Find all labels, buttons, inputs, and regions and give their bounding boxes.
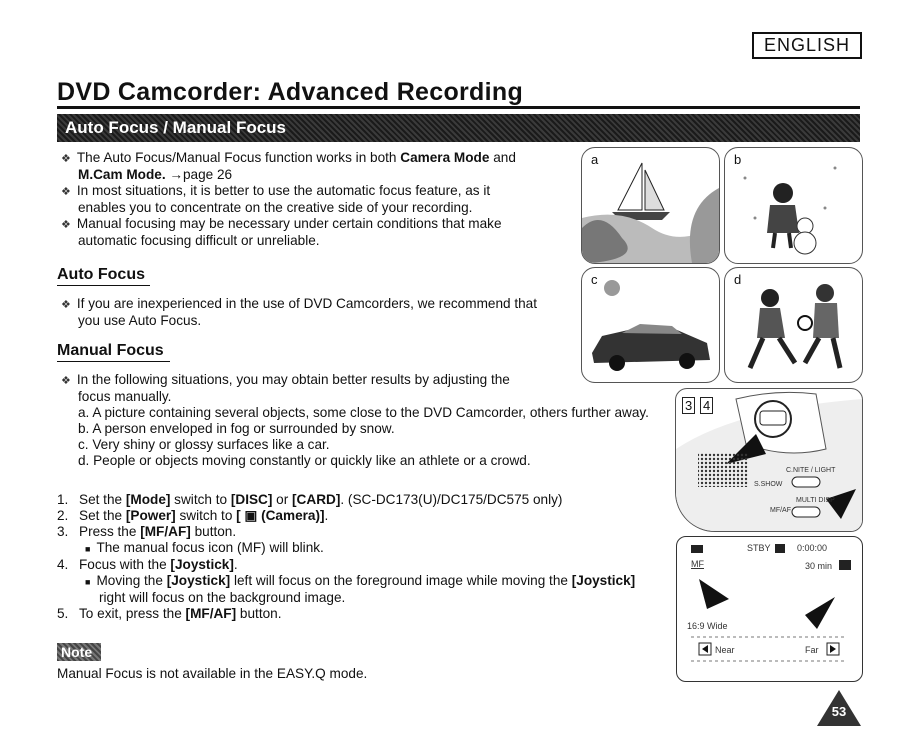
step-4-bullet: ■ Moving the [Joystick] left will focus on the foreground image while moving the [Joystick]: [85, 573, 636, 588]
multi-disp-label: MULTI DISP: [796, 497, 835, 504]
panel-b: b: [724, 147, 863, 264]
panel-c: c: [581, 267, 720, 383]
note-badge: Note: [57, 643, 101, 661]
lcd-standby: STBY: [747, 543, 771, 553]
language-label: ENGLISH: [752, 32, 862, 59]
camera-panel: [675, 388, 863, 532]
snow-person-illustration: [725, 148, 862, 263]
car-illustration: [582, 268, 719, 382]
step-4: 4. Focus with the [Joystick].: [57, 557, 238, 572]
panel-a: a: [581, 147, 720, 264]
page-title: DVD Camcorder: Advanced Recording: [57, 78, 524, 106]
step-5: 5. To exit, press the [MF/AF] button.: [57, 606, 282, 621]
auto-focus-text: ❖ If you are inexperienced in the use of DVD Camcorders, we recommend that you use Auto Focus.: [61, 296, 538, 328]
lcd-time: 0:00:00: [797, 543, 828, 553]
title-rule: [57, 106, 860, 109]
slide-show-label: S.SHOW: [754, 481, 783, 488]
button-4-label: 4: [700, 397, 713, 414]
focus-arrows: [677, 537, 862, 681]
section-banner: [57, 114, 860, 142]
step-1: 1. Set the [Mode] switch to [DISC] or [CARD]. (SC-DC173(U)/DC175/DC575 only): [57, 492, 563, 507]
lcd-aspect: 16:9 Wide: [687, 621, 728, 631]
panel-d: d: [724, 267, 863, 383]
lcd-far: Far: [805, 645, 819, 655]
section-banner-label: Auto Focus / Manual Focus: [65, 118, 287, 137]
step-3-bullet: ■ The manual focus icon (MF) will blink.: [85, 540, 324, 555]
mf-af-label: MF/AF: [770, 507, 791, 514]
lcd-display: [676, 536, 863, 682]
lcd-near: Near: [715, 645, 735, 655]
button-3-label: 3: [682, 397, 695, 414]
manual-focus-heading: Manual Focus: [57, 342, 164, 359]
soccer-players-illustration: [725, 268, 862, 382]
page-number: 53: [831, 704, 847, 719]
manual-focus-text: ❖ In the following situations, you may obtain better results by adjusting the focus manually. a. A picture containing several objects, some close to the DVD Camcorder, others further away. b. A person enveloped in fog or surrounded by snow. c. Very shiny or glossy surfaces like a car. d. People or objects moving constantly or quickly like an athlete or a crowd.: [61, 372, 649, 468]
step-3: 3. Press the [MF/AF] button.: [57, 524, 237, 539]
intro-text: ❖ The Auto Focus/Manual Focus function works in both Camera Mode and M.Cam Mode. →page 26 ❖ In most situations, it is better to use the automatic focus feature, as it enables you to concentrate on the creative side of your recording. ❖ Manual focusing may be necessary under certain conditions that make automatic focusing difficult or unreliable.: [61, 150, 516, 248]
lcd-mf-indicator: MF: [691, 559, 704, 569]
lcd-remaining: 30 min: [805, 561, 833, 571]
auto-focus-heading: Auto Focus: [57, 266, 145, 283]
sailboat-illustration: [582, 148, 719, 263]
note-text: Manual Focus is not available in the EASY.Q mode.: [57, 666, 368, 681]
steps-list: 1. Set the [Mode] switch to [DISC] or [CARD]. (SC-DC173(U)/DC175/DC575 only) 2. Set the [Power] switch to [ ▣ (Camera)]. 3. Press the [MF/AF] button. ■ The manual focus icon (MF) will blink. 4. Focus with the [Joystick]. ■ Moving the [Joystick] left will focus on the foreground image while moving the [Joystick] right will focus on the background image. 5. To exit, press the [MF/AF] button.: [57, 492, 677, 622]
step-2: 2. Set the [Power] switch to [ ▣ (Camera)].: [57, 508, 329, 523]
nite-light-label: C.NITE / LIGHT: [786, 467, 836, 474]
